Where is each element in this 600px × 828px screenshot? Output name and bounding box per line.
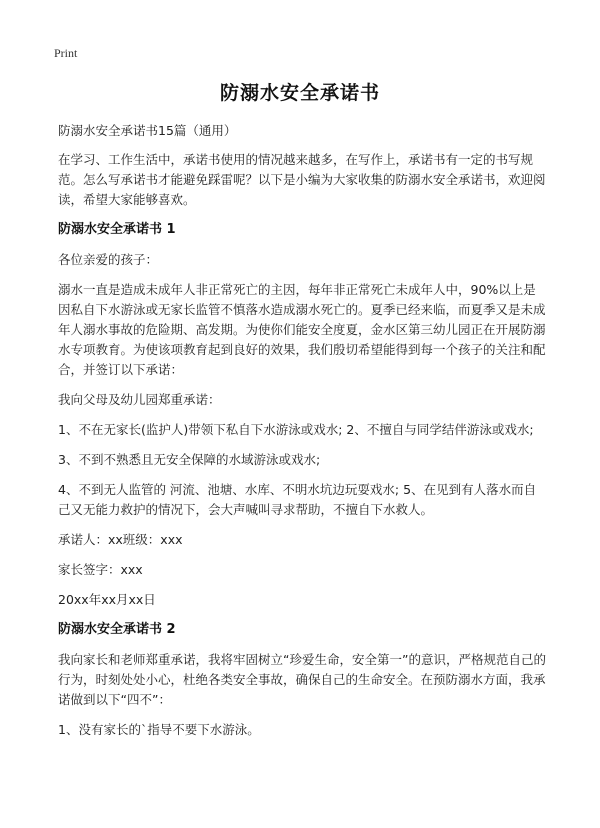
section-2-paragraph: 我向家长和老师郑重承诺，我将牢固树立“珍爱生命，安全第一”的意识，严格规范自己的行为，时刻处处小心，杜绝各类安全事故，确保自己的生命安全。在预防溺水方面，我承诺做到以下“四不”：	[58, 652, 546, 707]
intro-paragraph: 在学习、工作生活中，承诺书使用的情况越来越多，在写作上，承诺书有一定的书写规范。怎么写承诺书才能避免踩雷呢？以下是小编为大家收集的防溺水安全承诺书，欢迎阅读，希望大家能够喜欢。	[58, 152, 546, 207]
parent-signature-line: 家长签字：xxx	[58, 562, 143, 577]
section-2-item-1: 1、没有家长的`指导不要下水游泳。	[58, 722, 260, 737]
signer-line: 承诺人：xx班级：xxx	[58, 532, 183, 547]
date-line: 20xx年xx月xx日	[58, 592, 156, 607]
document-subtitle: 防溺水安全承诺书15篇（通用）	[58, 123, 237, 138]
section-1-item-1: 1、不在无家长(监护人)带领下私自下水游泳或戏水; 2、不擅自与同学结伴游泳或戏水;	[58, 422, 534, 437]
section-1-greeting: 各位亲爱的孩子：	[58, 252, 159, 267]
section-1-pledge-intro: 我向父母及幼儿园郑重承诺：	[58, 392, 221, 407]
section-1-heading: 防溺水安全承诺书 1	[58, 222, 176, 237]
section-2-heading: 防溺水安全承诺书 2	[58, 622, 176, 637]
section-1-item-3: 3、不到不熟悉且无安全保障的水域游泳或戏水;	[58, 452, 321, 467]
section-1-paragraph: 溺水一直是造成未成年人非正常死亡的主因，每年非正常死亡未成年人中，90%以上是因私自下水游泳或无家长监管不慎落水造成溺水死亡的。夏季已经来临，而夏季又是未成年人溺水事故的危险期、高发期。为使你们能安全度夏，金水区第三幼儿园正在开展防溺水专项教育。为使该项教育起到良好的效果，我们殷切希望能得到每一个孩子的关注和配合，并签订以下承诺：	[58, 282, 546, 377]
section-1-item-4: 4、不到无人监管的 河流、池塘、水库、不明水坑边玩耍戏水; 5、在见到有人落水而自己又无能力救护的情况下，会大声喊叫寻求帮助，不擅自下水救人。	[58, 482, 537, 517]
print-link[interactable]: Print	[54, 46, 78, 60]
page-title: 防溺水安全承诺书	[219, 82, 380, 104]
document-body	[58, 121, 548, 750]
